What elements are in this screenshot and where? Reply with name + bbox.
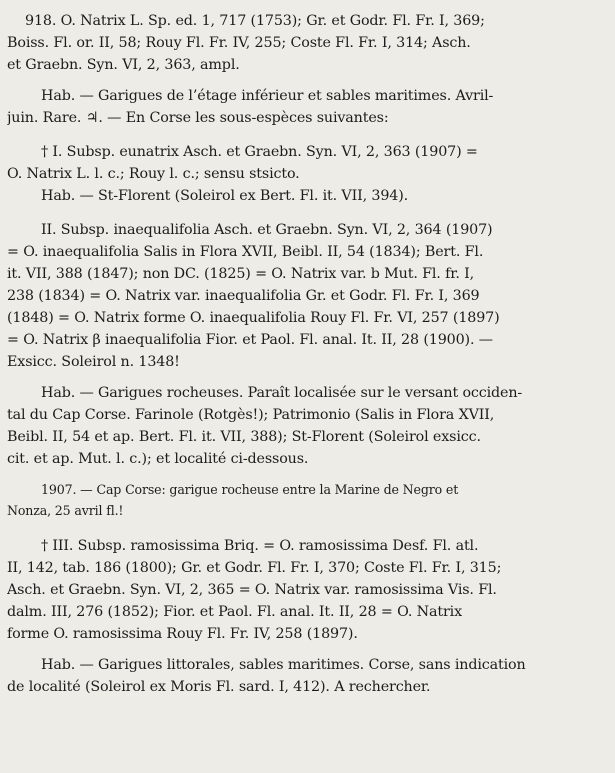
observation-line: Nonza, 25 avril fl.! [7,503,124,518]
text-line: † I. Subsp. eunatrix Asch. et Graebn. Syn. VI, 2, 363 (1907) = [41,144,478,160]
habitat-line: Hab. — Garigues rocheuses. Paraît localisée sur le versant occiden- [41,385,523,401]
text-line: II. Subsp. inaequalifolia Asch. et Graebn. Syn. VI, 2, 364 (1907) [41,222,493,238]
text-line: Asch. et Graebn. Syn. VI, 2, 365 = O. Natrix var. ramosissima Vis. Fl. [7,582,497,598]
habitat-line: tal du Cap Corse. Farinole (Rotgès!); Patrimonio (Salis in Flora XVII, [7,407,495,423]
subspecies-1 [7,141,609,207]
text-line: (1848) = O. Natrix forme O. inaequalifolia Rouy Fl. Fr. VI, 257 (1897) [7,310,500,326]
habitat-line: Hab. — Garigues de l’étage inférieur et sables maritimes. Avril- [41,88,494,104]
text-line: † III. Subsp. ramosissima Briq. = O. ramosissima Desf. Fl. atl. [41,538,479,554]
text-line: dalm. III, 276 (1852); Fior. et Paol. Fl. anal. It. II, 28 = O. Natrix [7,604,462,620]
subspecies-3 [7,535,609,698]
text-line: Boiss. Fl. or. II, 58; Rouy Fl. Fr. IV, 255; Coste Fl. Fr. I, 314; Asch. [7,35,471,51]
text-line: = O. Natrix β inaequalifolia Fior. et Paol. Fl. anal. It. II, 28 (1900). — [7,332,493,348]
entry-918 [7,10,609,129]
text-line: 918. O. Natrix L. Sp. ed. 1, 717 (1753); Gr. et Godr. Fl. Fr. I, 369; [25,13,485,29]
observation-line: 1907. — Cap Corse: garigue rocheuse entre la Marine de Negro et [41,482,459,497]
text-line: Exsicc. Soleirol n. 1348! [7,354,180,370]
subspecies-2 [7,219,609,521]
text-line: 238 (1834) = O. Natrix var. inaequalifolia Gr. et Godr. Fl. Fr. I, 369 [7,288,480,304]
habitat-line: Hab. — Garigues littorales, sables maritimes. Corse, sans indication [41,657,526,673]
text-line: II, 142, tab. 186 (1800); Gr. et Godr. Fl. Fr. I, 370; Coste Fl. Fr. I, 315; [7,560,502,576]
habitat-line: juin. Rare. ♃. — En Corse les sous-espèces suivantes: [7,110,389,126]
habitat-line: Beibl. II, 54 et ap. Bert. Fl. it. VII, 388); St-Florent (Soleirol exsicc. [7,429,481,445]
habitat-line: cit. et ap. Mut. l. c.); et localité ci-dessous. [7,451,309,467]
text-line: it. VII, 388 (1847); non DC. (1825) = O. Natrix var. b Mut. Fl. fr. I, [7,266,475,282]
text-line: = O. inaequalifolia Salis in Flora XVII, Beibl. II, 54 (1834); Bert. Fl. [7,244,484,260]
habitat-line: Hab. — St-Florent (Soleirol ex Bert. Fl. it. VII, 394). [41,188,409,204]
habitat-line: de localité (Soleirol ex Moris Fl. sard. I, 412). A rechercher. [7,679,431,695]
text-line: forme O. ramosissima Rouy Fl. Fr. IV, 258 (1897). [7,626,358,642]
text-line: O. Natrix L. l. c.; Rouy l. c.; sensu stsicto. [7,166,300,182]
text-line: et Graebn. Syn. VI, 2, 363, ampl. [7,57,240,73]
